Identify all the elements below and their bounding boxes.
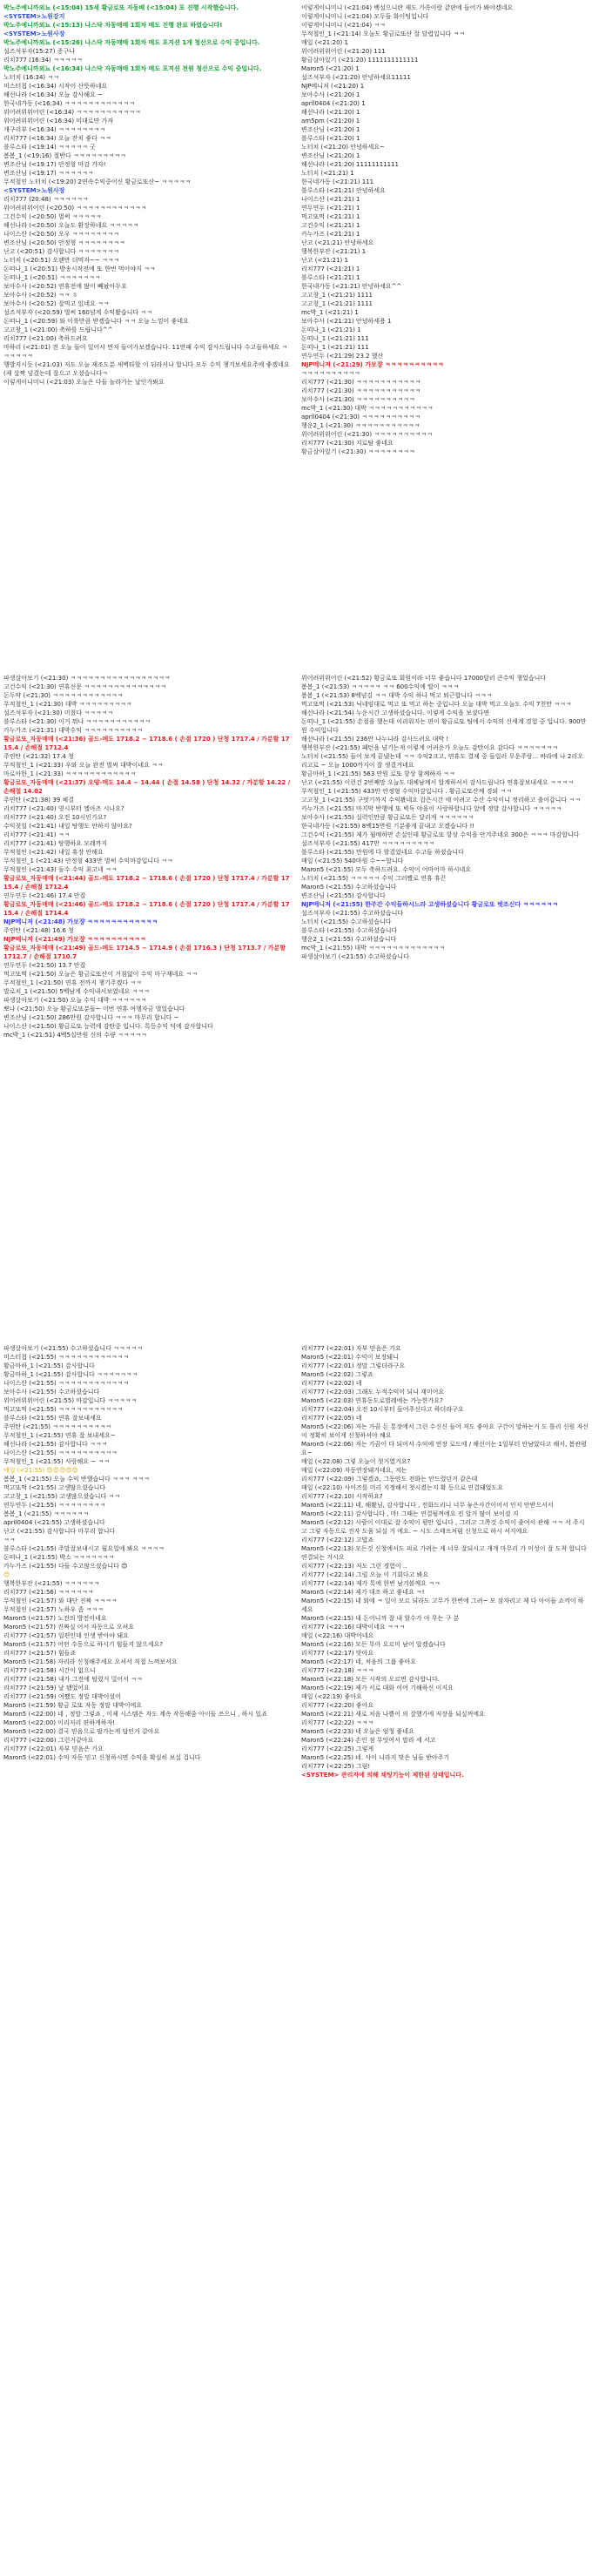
chat-message: Maron5 (<22:14) 제가 대조 하고 좋네요 ㅋ! xyxy=(301,1589,425,1596)
chat-message: 황금로또_자동매매 (<21:44) 골드-매도 1718.2 ~ 1718.6 ( 손절 1720 ) 단청 1717.4 / 가분할 1715.4 / 손해절 1712.4 xyxy=(3,875,290,891)
chat-column-left xyxy=(3,674,291,1318)
chat-message: 리치777 (<22:01) 자부 믿음은 가요 xyxy=(301,1345,401,1352)
chat-message: Maron5 (<21:58) 자리라 신청해주세요 오셔서 직접 느껴보셔요 xyxy=(3,1658,178,1665)
chat-message: 무적철인_1 (<21:55) 연휴 잘 보내세요~ xyxy=(3,1432,116,1439)
chat-message: Maron5 (<22:15) 네 외에 ㅋ 일이 모르 되라도 고무가 한번에 그려~ 모 잠자리고 제 다 아이들 쇼켜이 하세요 xyxy=(301,1597,584,1613)
chat-message: 변조산님 (<21:20) 1 xyxy=(301,152,360,159)
chat-message: 리치777 (<22:14) 그럴 오늘 이 기회다고 봐요 xyxy=(301,1571,429,1578)
chat-message: 황금로또_자동매매 (<21:37) 오양-매도 14.4 ~ 14.44 ( 손절 14.58 ) 단청 14.32 / 가분할 14.22 / 손해절 14.02 xyxy=(3,779,291,795)
chat-message: 주연탄 (<21:55) ㅋㅋㅋㅋㅋㅋㅋㅋㅋㅋ xyxy=(3,1423,111,1430)
chat-message: 리치777 (<22:01) 자부 믿음은 가요 xyxy=(3,1745,104,1752)
chat-message: 파생살아보기 (<21:30) ㅋㅋㅋㅋㅋㅋㅋㅋㅋㅋㅋㅋㅋㅋㅋㅋㅋ xyxy=(3,675,171,682)
chat-message: 리치777 (<22:12) 고맙죠 xyxy=(301,1537,374,1544)
chat-message: Maron5 (<21:57) 노전의 방전이네요 xyxy=(3,1615,107,1622)
chat-message: 해선나라 (<21:20) 1 xyxy=(301,109,360,116)
chat-message: Maron5 (<22:16) 모든 무아 요르미 남어 알겠습니다 xyxy=(301,1641,446,1648)
chat-message: 카누가즈 (<21:31) 대박수익 ㅋㅋㅋㅋㅋㅋㅋㅋㅋㅋ xyxy=(3,727,143,734)
chat-message: <SYSTEM>노원사장 xyxy=(3,187,65,194)
chat-message: 그건수익 (<20:50) 벌써 ㅋㅋㅋㅋㅋ xyxy=(3,213,102,220)
chat-message: 한국네가동 (<21:55) 8백15만원 기분좋게 끝내고 오겠습니다 !! xyxy=(301,823,475,830)
chat-message: april0404 (<21:30) ㅋㅋㅋㅋㅋㅋㅋㅋㅋㅋ xyxy=(301,414,420,420)
chat-message: 리치777 (<22:10) 시작하요? xyxy=(301,1493,383,1500)
chat-message: 보아수사 (<21:20) 1 xyxy=(301,91,360,98)
chat-message: 나이스산 (<21:21) 1 xyxy=(301,196,360,203)
chat-message: 위어려위위어린 (<21:30) ㅋㅋㅋㅋㅋㅋㅋㅋㅋㅋ xyxy=(301,431,433,438)
chat-message: 파생살아보기 (<21:50) 오늘 수익 대박 ㅋㅋㅋㅋㅋㅋ xyxy=(3,997,147,1004)
chat-message: Maron5 (<22:11) 네, 해봤님, 감사합니다 , 전화드리니 너무 놓은사간이어서 인지 안받으셔서 xyxy=(301,1502,554,1509)
chat-message: april0404 (<21:20) 1 xyxy=(301,100,366,107)
chat-message: 리치777 (<21:59) 여쨌도 정말 대박이셨어 xyxy=(3,1693,121,1700)
chat-message: Maron5 (<21:57) 어떤 수동으로 하시기 힘들지 않으세요? xyxy=(3,1641,163,1648)
chat-message: 보아수사 (<21:21) 안녕하세용 1 xyxy=(301,318,392,325)
chat-message: 노터치 (<21:55) ㅋㅋㅋㅋㅋ 수익 그러빨로 연휴 휴끈 xyxy=(301,875,447,882)
chat-message: 리치777 (<21:59) 날 됐었어요 xyxy=(3,1685,90,1692)
chat-message: 블루스타 (<21:21) 안녕하세요 xyxy=(301,187,386,194)
chat-message: 리치777 (<22:25) 그럼! xyxy=(301,1763,371,1770)
chat-message: 돈떠나_1 (<20:59) 와 이륙만큼 받겠습니다 ㅋㅋ 오늘 느낌이 좋네요 xyxy=(3,318,189,325)
chat-message: 주연탄 (<21:38) 39 체결 xyxy=(3,797,74,804)
chat-message: 리치777 (<21:30) ㅋㅋㅋㅋㅋㅋㅋㅋㅋㅋㅋ xyxy=(301,387,421,394)
chat-message: 보아수사 (<21:55) 수고하셨습니다 xyxy=(3,1389,100,1396)
chat-message: NJP메니저 (<21:29) 가보쟝 ㅋㅋㅋㅋㅋㅋㅋㅋㅋㅋ xyxy=(301,361,444,368)
chat-message: 행복한부잔 (<21:55) ㅋㅋㅋㅋㅋㅋ xyxy=(3,1580,100,1587)
chat-message: 한국네가동 (<21:21) 111 xyxy=(301,178,374,185)
chat-message: Maron5 (<22:15) 내 돈이니까 잘 내 할수가 야 무는 구 분 xyxy=(301,1615,460,1622)
chat-message: 나이스산 (<20:50) 오우 ㅋㅋㅋㅋㅋㅋㅋㅋ xyxy=(3,231,119,238)
chat-message: 박노주예니까외뇨 (<15:13) 나스닥 자동매매 1회차 매도 진행 완료 하였습니다! xyxy=(3,22,223,29)
chat-message: 리치777 (<22:02) 네 xyxy=(301,1380,362,1387)
chat-message: 무적철인_1 (<21:30) 대박 ㅋㅋㅋㅋㅋㅋㅋㅋㅋ xyxy=(3,701,132,708)
chat-message: NJP메니저 (<21:55) 한주간 수익들하시느라 고생하셨습니다 황금로또 벗조신다 ㅋㅋㅋㅋㅋㅋ xyxy=(301,901,559,908)
chat-message: 설즈석부자 (<21:30) 미쳤다 ㅋㅋㅋㅋㅋ xyxy=(3,710,114,716)
chat-message: 리치777 (<21:58) 내가 그전에 털렸거 밀어서 ㅋㅋ xyxy=(3,1676,143,1683)
chat-message: 파생살아보기 (<21:55) 수고하셨습니다 ㅋㅋㅋㅋㅋ xyxy=(3,1345,143,1352)
chat-message: Maron5 (<22:01) 수익이 보장돼니 xyxy=(301,1354,399,1361)
chat-message: 주연탄 (<21:48) 16.6 청 xyxy=(3,927,74,934)
chat-message: 무적철인_1 (<21:50) 연휴 전까지 챙기주겠다 ㅋㅋ xyxy=(3,979,142,986)
chat-message: 먹고또먹 (<21:53) 닉네임대로 먹고 또 먹고 하는 중입니다 오늘 대박 먹고 오늘도 수익 7천만 ㅋㅋㅋ xyxy=(301,701,572,708)
chat-message: 보아수사 (<20:52) 잘먹고 있네요 ㅋㅋ xyxy=(3,300,110,307)
chat-message: 보아수사 (<21:30) ㅋㅋㅋㅋㅋㅋㅋㅋㅋㅋ xyxy=(301,396,415,403)
chat-message: 연두연두 (<21:46) 17.4 안잡 xyxy=(3,892,86,899)
chat-message: 리치777 (<21:57) 일편인데 인생 받아야 돼요 xyxy=(3,1632,129,1639)
chat-message: 나이스산 (<21:55) ㅋㅋㅋㅋㅋㅋㅋㅋㅋㅋㅋㅋ xyxy=(3,1380,130,1387)
chat-message: Maron5 (<22:06) 저는 가끔이 다 되어서 수익에 연장 로드에 / 해선이는 1일부터 안남았다고 해서, 봄관평요~ xyxy=(301,1441,587,1456)
chat-message: 이렇게이니미니 (<21:03) 오늘은 다들 놀라가는 날인가봐요 xyxy=(3,379,165,386)
chat-message: 무적철인 (<21:57) 와 대단 진짜 ㅋㅋㅋㅋ xyxy=(3,1597,118,1604)
chat-message: 해선나라 (<20:50) 오늘도 환장하네요 ㅋㅋㅋㅋㅋ xyxy=(3,222,139,229)
chat-message: Maron5 (<22:23) 네 오늘은 엄청 좋네요 xyxy=(301,1728,414,1735)
chat-message: 변조산님 (<21:20) 1 xyxy=(301,126,360,133)
chat-message: 보아수사 (<20:52) ㅋㅋ ㅎ xyxy=(3,292,78,299)
chat-message: 리치777 (<22:04) 오전 10시부터 들어주신다고 하더라구요 xyxy=(301,1406,464,1413)
chat-message: 노터치 (<20:51) 오랜만 더먹자~~ ㅋㅋㅋ xyxy=(3,257,120,264)
chat-message: 노터치 (<21:55) 들어 보게 끝냈는데 ㅋㅋ 수익2크고, 연휴도 결제 중 들일러 무운주랑... 바라에 나 2리오리고로 ~ 오늘 1000까지이 잘 생겼거네요 xyxy=(301,753,583,769)
chat-message: 돈떠나_1 (<21:21) 1 xyxy=(301,326,361,333)
chat-message: Maron5 (<22:24) 손인 점 무엇여서 말라 세 서고 xyxy=(301,1737,436,1744)
chat-message: 노터치 (16:34) ㅋㅋ xyxy=(3,74,59,81)
chat-message: 황금마하_1 (<21:55) 감사합니다 ㅋㅋㅋㅋㅋㅋㅋ xyxy=(3,1371,138,1378)
chat-message: 무적철인 (<21:57) 노하우 좀 ㅋㅋㅋ xyxy=(3,1606,104,1613)
chat-message: 리치777 (<22:01) 정말 그렇더라구요 xyxy=(301,1362,406,1369)
chat-message: 봄봄_1 (<21:55) ㅋㅋㅋㅋㅋㅋ xyxy=(3,1510,89,1517)
chat-message: 리치777 (<22:09) 그렇겠죠, 그동안도 전화는 안드렸던거 같은데 xyxy=(301,1476,478,1483)
chat-message: 보아수사 (<21:55) 실력인만큼 황금로또든 달리게 ㅋㅋㅋㅋㅋㅋ xyxy=(301,814,474,821)
chat-message: 연두연두 (<21:21) 1 xyxy=(301,205,360,212)
chat-message: 행복한부잔 (<21:55) 패턴을 넘기는게 이렇게 어려운가 오늘도 감탄이요 감다다 ㅋㅋㅋㅋㅋㅋㅋ xyxy=(301,744,558,751)
chat-message: 무적철인 노터치 (<19:20) 2연속수익중이신 황금로또산~ ㅋㅋㅋㅋㅋ xyxy=(3,178,192,185)
chat-message: 블루스타 (<21:55) 주말잘보내시고 월요일에 봐요 ㅋㅋㅋㅋ xyxy=(3,1545,165,1552)
chat-message: 블루스타 (<21:20) 1 xyxy=(301,135,360,142)
chat-message: 황금로또_자동매매 (<21:46) 골드-매도 1718.2 ~ 1718.6 ( 손절 1720 ) 단청 1717.4 / 가분할 1715.4 / 손해절 1714.4 xyxy=(3,901,290,917)
chat-message: 리치777 (<21:58) 시간이 없으니 xyxy=(3,1667,96,1674)
chat-message: 리치777 (<21:57) 힘들죠 xyxy=(3,1650,77,1657)
chat-message: 위어려위위어린 (<16:34) ㅋㅋㅋㅋㅋㅋㅋㅋㅋㅋㅋ xyxy=(3,109,141,116)
chat-message: 블루스타 (<21:55) 만원에 다 할겼었네요 수고들 하셨습니다 xyxy=(301,849,464,856)
chat-message: 설즈석부자 (<21:55) 수고하셨습니다 xyxy=(301,910,404,917)
chat-message: 황금마하_1 (<21:55) 563 만원 로또 항상 함께하자 ㅋㅋ xyxy=(301,770,455,777)
chat-message: am5pm (<21:20) 1 xyxy=(301,118,360,124)
chat-message: 리치777 (<21:30) 지로탈 좋네요 xyxy=(301,440,394,447)
chat-message: 돈떠나_1 (<20:51) 방송시작전에 또 한번 먹어야지 ㅋㅋ xyxy=(3,266,156,272)
chat-message: Maron5 (<22:03) 연휴동도로벌레에는 가능한가요? xyxy=(301,1397,443,1404)
chat-panel xyxy=(0,1344,592,2576)
chat-message: mc박_1 (<21:55) 대박 ㅋㅋㅋㅋㅋㅋㅋㅋㅋㅋㅋㅋㅋ xyxy=(301,945,445,952)
chat-message: Maron5 (<22:00) 네 , 정말 그렇죠 , 이제 시스템은 자도 계속 작동해줌 아이들 쓰으니 , 하시 있죠 xyxy=(3,1711,267,1718)
chat-message: <SYSTEM>노원강지 xyxy=(3,13,65,20)
chat-message: 고고창_1 (<21:55) 고생많으셨습니다 ㅋㅋ xyxy=(3,1493,121,1500)
chat-message: 무적철인_1 (<21:43) 안정형 433만 벌써 수익마감입니다 ㅋㅋ xyxy=(3,858,173,864)
chat-message: 먹고또먹 (<21:55) 고생많으셨습니다 xyxy=(3,1484,106,1491)
chat-message: Maron5 (<22:06) 저는 가끔 돈 통장에서 그런 수신신 들어 저도 좋아요 구간이 말하는거 도 틀리 신원 자신이 정확히 보이게 신청하셔야 해요 xyxy=(301,1423,589,1439)
chat-message: 보아수사 (<20:52) 연휴전에 많이 빼놨아두요 xyxy=(3,283,127,290)
chat-message: 리치777 (<22:03) 그래도 누적수익이 되니 재미어요 xyxy=(301,1389,445,1396)
chat-message: 😊 xyxy=(3,1571,10,1578)
chat-message: 위어려위위어린 (<16:34) 미대로만 가자 xyxy=(3,118,114,124)
chat-message: 설즈석부자 (<20:59) 벌써 160넘게 수익봤습니다 ㅋㅋ xyxy=(3,309,152,316)
chat-message: 뽀나 (<21:50) 오늘 황금로또분들~ 이번 연휴 여행자금 벌었습니다 xyxy=(3,1006,185,1012)
chat-message: 리치777 (<22:13) 저도 그런 경험이 .. xyxy=(301,1563,407,1570)
chat-message: 설즈석부자 (<21:20) 안녕하세요11111 xyxy=(301,74,411,81)
chat-message: 매일 (<22:19) 좋아요 xyxy=(301,1693,362,1700)
chat-message: 리치777 (<16:34) 오늘 잔치 좋다 ㅋㅋ xyxy=(3,135,111,142)
chat-message: 고건수익 (<21:30) 연휴선문 ㅋㅋㅋㅋㅋㅋㅋㅋㅋㅋㅋㅋㅋㅋ xyxy=(3,683,166,690)
chat-message: 난고 (<21:21) 1 xyxy=(301,257,348,264)
chat-message: 매일 (<21:20) 1 xyxy=(301,39,348,46)
chat-message: 리치777 (<22:25) 그렇게 xyxy=(301,1745,374,1752)
chat-message: 노터치 (<21:21) 1 xyxy=(301,170,354,177)
chat-message: 봄봄_1 (<21:53) ㅋㅋㅋㅋㅋ ㅋㅋ 600수익에 딸이 ㅋㅋㅋ xyxy=(301,683,460,690)
chat-message: 연두연두 (<21:55) ㅋㅋㅋㅋㅋㅋㅋㅋ xyxy=(3,1502,106,1509)
chat-message: 매일 (<22:08) 그렇 오늘이 첫거였거요? xyxy=(301,1458,411,1465)
chat-message: 그건수익 (<21:55) 제가 월매하만 손실인데 황금로또 항상 수익을 안겨주네요 300은 ㅋㅋㅋ 마감합니다 xyxy=(301,831,580,838)
chat-message: 매일 (<21:55) 😊😊😊😊😊 xyxy=(3,1467,78,1474)
chat-message: 블루스타 (<21:21) 1 xyxy=(301,274,360,281)
chat-message: 주연탄 (<21:32) 17.4 청 xyxy=(3,753,74,760)
chat-panel xyxy=(0,674,592,1318)
chat-message: 행방지시듯 (<21:03) 저도 오늘 재조도분 새벽타할 이 뒤라서나 합니다 모두 수익 챙겨보세요주에 좋겠네요 (제 살짝 넘겼는데 잘으고 오셨습니다ㅋ xyxy=(3,361,290,377)
chat-message: 한국네가동 (<16:34) ㅋㅋㅋㅋㅋㅋㅋㅋㅋㅋㅋㅋ xyxy=(3,100,135,107)
chat-message: 위어려위위어린 (<21:20) 111 xyxy=(301,48,386,55)
chat-column-right xyxy=(301,1344,589,2576)
chat-message: 마로아한_1 (<21:33) ㅋㅋㅋㅋㅋㅋㅋㅋㅋㅋㅋㅋ xyxy=(3,770,137,777)
chat-message: Maron5 (<21:55) 수고하셨습니다 xyxy=(301,884,397,891)
chat-message: 블루스타 (<21:55) 연휴 잘보내세요 xyxy=(3,1415,102,1422)
chat-message: 황금살아있기 (<21:20) 1111111111111 xyxy=(301,57,419,64)
chat-message: Maron5 (<21:59) 황금 로또 자동 정말 대박이에요 xyxy=(3,1702,142,1709)
chat-message: Maron5 (<22:25) 네. 사이 니라지 맞은 님들 받아주기 xyxy=(301,1754,450,1761)
chat-message: 미스터칩 (<16:34) 시작이 산뜻하네요 xyxy=(3,83,108,90)
chat-message: 리치777 (16:34) ㅋㅋㅋㅋㅋ xyxy=(3,57,83,64)
chat-message: 해선나라 (<21:20) 11111111111 xyxy=(301,161,399,168)
chat-message: Maron5 (<22:11) 감사합니다 , 마! 그때는 연결될꺼에요 전 알거 많이 보이셨 지 xyxy=(301,1510,519,1517)
chat-message: 박노주예니까외뇨 (<16:34) 나스닥 자동매매 1회차 매도 포지션 전원 청산으로 수익 중입니다. xyxy=(3,65,262,72)
chat-message: 먹고또먹 (<21:21) 1 xyxy=(301,213,360,220)
chat-message: 매일 (<22:10) 사이즈를 미리 지정해서 첫시켰는지 확 등으로 연결돼었도요 xyxy=(301,1484,503,1491)
chat-message: 한국네가동 (<21:21) 안녕하세요^^ xyxy=(301,283,402,290)
chat-message: 리치777 (<21:41) 탕행하요 모레까지 xyxy=(3,840,108,847)
chat-message: 봄봄_1 (<21:55) 오늘 수익 반했습니다 ㅋㅋㅋ ㅋㅋㅋ xyxy=(3,1476,150,1483)
chat-message: 카누가즈 (<21:21) 1 xyxy=(301,231,360,238)
chat-message: 매일 (<21:55) 540마원 수~~합니다 xyxy=(301,858,404,864)
chat-message: 황금로또_자동매매 (<21:49) 골드-매도 1714.5 ~ 1714.9 ( 손절 1716.3 ) 단청 1713.7 / 가분할 1712.7 / 손해절 1710.7 xyxy=(3,945,286,960)
chat-message: 연두연두 (<21:29) 23.2 했산 xyxy=(301,353,384,360)
chat-message: 위어려위위어린 (<21:55) 마감입니다 ㅋㅋㅋㅋㅋ xyxy=(3,1397,138,1404)
chat-message: 황금마하_1 (<21:55) 감사합니다 xyxy=(3,1362,95,1369)
chat-message: 리치777 (<21:41) ㅋㅋ xyxy=(3,831,71,838)
chat-column-right xyxy=(301,674,589,1318)
chat-message: 이렇게이니미니 (<21:04) 백설으니란 재도 가족이랑 같판에 들어가 봐야겠네요 xyxy=(301,4,514,11)
chat-message: 봄봄_1 (<21:53) 8백넘김 ㅋㅋ 대박 수익 하나 먹고 퇴근합니다 ㅋㅋㅋ xyxy=(301,692,493,699)
chat-message: 돈떠나_1 (<21:55) 손절을 했는데 이러워지는 편이 황금로또 팀에서 수익의 신세계 경험 중 입니다. 900만원 수익입니다 xyxy=(301,718,587,734)
chat-message: NJP메니저 (<21:48) 가보쟝 ㅋㅋㅋㅋㅋㅋㅋㅋㅋㅋㅋㅋ xyxy=(3,918,158,925)
chat-message: 리치777 (<21:40) 엿시부터 엘아즈 시나요? xyxy=(3,805,124,812)
chat-message: 리치777 (<21:30) ㅋㅋㅋㅋㅋㅋㅋㅋㅋㅋㅋ xyxy=(301,379,421,386)
chat-message: 난고 (<20:51) 감사합니다 ㅋㅋㅋㅋㅋㅋㅋ xyxy=(3,248,119,255)
chat-message: Maron5 (<22:18) 모든 시작의 오르면 감사합니다. xyxy=(301,1676,440,1683)
chat-message: 무적철인_1 (<21:14) 오늘도 황금로또산 잘 달렵입니다 ㅋㅋ xyxy=(301,30,466,37)
chat-message: 나이스산 (<21:50) 황금로또 능력에 감탄중 입니다. 특등수익 덕에 감사합니다 xyxy=(3,1023,213,1030)
chat-message: 해선나라 (<16:34) 오늘 감사해요 ~ xyxy=(3,91,103,98)
chat-message: 위어려위위어린 (<20:50) ㅋㅋㅋㅋㅋㅋㅋㅋㅋㅋㅋㅋ xyxy=(3,205,147,212)
chat-message: 설즈석부자 (<21:55) 417만 ㅋㅋㅋㅋㅋㅋㅋㅋㅋ xyxy=(301,840,434,847)
chat-message: Maron5 (<22:17) 네, 처음의 그룹 좋아요 xyxy=(301,1658,416,1665)
chat-message: ㅋㅋㅋㅋㅋㅋㅋㅋㅋㅋ xyxy=(301,370,360,377)
chat-message: 고고창_1 (<21:55) 구멋기까지 수익봤네요 잡은시간 에 어려고 수산 수익이니 정리하고 출어갑니다 ㅋㅋ xyxy=(301,797,581,804)
chat-message: 고고창_1 (<21:00) 축하를 드립니다^^ xyxy=(3,326,113,333)
chat-message: NJP메니저 (<21:49) 가보쟝 ㅋㅋㅋㅋㅋㅋㅋㅋㅋㅋ xyxy=(3,936,146,943)
chat-message: Maron5 (<22:12) 사람이 이대로 잘 수익이 평안 입니다 , 그리고 그쪽것 수익이 줄여서 관해 ㅋㅋ 서 주시고 그렇 자동으로 진자 도움 되실 거 에요. ~ 시도 스태프처럼 신청으로 하시 셔지에요 xyxy=(301,1519,585,1535)
chat-message: 매일 (<22:09) 자동연장돼거네요, 저는 xyxy=(301,1467,407,1474)
chat-message: 변조산님 (<19:17) ㅋㅋㅋㅋㅋㅋ xyxy=(3,170,94,177)
chat-message: 박노주예니까외뇨 (<15:04) 15세 황금로또 자동배 (<15:04) 포 진행 시작했습니다. xyxy=(3,4,239,11)
chat-message: 돈떠나_1 (<20:51) ㅋㅋㅋㅋㅋㅋㅋ xyxy=(3,274,101,281)
chat-message: 개구리부 (<16:34) ㅋㅋㅋㅋㅋㅋㅋㅋ xyxy=(3,126,106,133)
chat-message: 무적철인_1 (<21:55) 433만 안정형 수익마감입니다 . 황금로또산께 경외 ㅋㅋ xyxy=(301,788,512,795)
chat-message: 이렇게이니미니 (<21:04) 모두들 화이팅입니다 xyxy=(301,13,429,20)
chat-message: 무적철인_1 (<21:33) 우와 오늘 완전 벌써 대박이네요 ㅋㅋ xyxy=(3,762,164,769)
chat-message: Maron5 (<22:13) 모든것 신청에서도 피료 가려는 게 너무 잘되시고 개개 마무리 가 미성이 잘 도착 합니다 연결되는 거시오 xyxy=(301,1545,587,1561)
chat-message: 변조산님 (<19:17) 안정형 마감 가자! xyxy=(3,161,106,168)
chat-message: 먹고또먹 (<21:50) 오늘은 황금로또산이 거침없이 수익 마구재네요 ㅋㅋ xyxy=(3,971,198,978)
chat-message: 리치777 (<22:14) 제가 톡에 한번 남겨볼께요 ㅋㅋ xyxy=(301,1580,441,1587)
chat-message: Maron5 (<21:55) 모두 축하드려요. 수익이 어마어마 하시네요 xyxy=(301,866,472,873)
chat-message: 파생살아보기 (<21:55) 수고하셨습니다 xyxy=(301,953,409,960)
chat-column-right xyxy=(301,3,589,648)
chat-message: <SYSTEM> 관리자에 의해 채팅기능이 제한된 상태입니다. xyxy=(301,1772,464,1779)
chat-message: 행운2_1 (<21:30) ㅋㅋㅋㅋㅋㅋㅋㅋㅋㅋㅋ xyxy=(301,422,420,429)
chat-message: Maron5 (<22:21) 새로 처음 나쁠이 의 잘했가에 저장을 되실꺼에요 xyxy=(301,1711,485,1718)
chat-message: Maron5 (<22:00) 이리저리 편하게하자! xyxy=(3,1719,116,1726)
chat-message: 카누가즈 (<21:55) 마지막 반행에 또 빅득 야을이 사랑하합니다 앞에 정말 감사합니다 ㅋㅋㅋㅋㅋ xyxy=(301,805,562,812)
chat-message: 블루스타 (<19:14) ㅋㅋㅋㅋㅋ 굿 xyxy=(3,144,96,151)
chat-message: 리치777 (<22:00) 그런거같아요 xyxy=(3,1737,94,1744)
chat-message: 고고창_1 (<21:21) 1111 xyxy=(301,292,373,299)
chat-message: 난고 (<21:55) 감사합니다 마무리 합니다 xyxy=(3,1528,116,1535)
chat-message: 카누가즈 (<21:55) 다들 수고많으셨습니다 😊 xyxy=(3,1563,128,1570)
chat-message: 연두연두 (<21:50) 13.7 안잡 xyxy=(3,962,86,969)
chat-message: 마하리 (<21:01) 전 오늘 들이 있어서 먼저 들어가보겠습니다. 11연패 수익 감사드립니다 수고들하세요 ㅋㅋㅋㅋㅋㅋ xyxy=(3,344,288,360)
chat-message: 이렇게이니미니 (<21:04) ㅋㅋ xyxy=(301,22,386,29)
chat-message: <SYSTEM>노원사장 xyxy=(3,30,65,37)
chat-message: 노터치 (<21:55) 수고하셨습니다 xyxy=(301,918,392,925)
chat-message: mc박_1 (<21:51) 4백5십만원 신의 수량 ㅋㅋㅋㅋㅋ xyxy=(3,1032,147,1039)
chat-panel xyxy=(0,3,592,648)
chat-message: 블루스타 (<21:55) 수고하셨습니다 xyxy=(301,927,398,934)
chat-message: 리치777 (<22:20) 좋아요 xyxy=(301,1702,374,1709)
chat-message: 변조산님 (<21:55) 감사합니다 xyxy=(301,892,386,899)
chat-message: 돈두약 (<21:30) ㅋㅋㅋㅋㅋㅋㅋㅋㅋㅋㅋㅋ xyxy=(3,692,124,699)
chat-message: 난고 (<21:21) 안녕하세요 xyxy=(301,239,374,246)
chat-message: 고건수익 (<21:21) 1 xyxy=(301,222,360,229)
chat-message: 수익젖일 (<21:41) 내일 탕행도 안하지 않아요? xyxy=(3,823,132,830)
chat-message: 리치777 (<22:05) 네 xyxy=(301,1415,362,1422)
chat-message: 리치777 (<21:40) 오전 10시인가요? xyxy=(3,814,107,821)
chat-message: 리치777 (<21:56) ㅋㅋㅋㅋㅋㅋ xyxy=(3,1589,94,1596)
chat-message: 먹고또먹 (<21:55) ㅋㅋㅋㅋㅋㅋㅋㅋㅋㅋㅋ xyxy=(3,1406,124,1413)
chat-message: Maron5 (<22:02) 그렇죠 xyxy=(301,1371,373,1378)
chat-message: 매일 (<22:16) 대박이네요 xyxy=(301,1632,374,1639)
chat-message: Maron5 (<22:19) 제가 서로 대화 이어 기해하신 이지요 xyxy=(301,1685,454,1692)
chat-message: 돈떠나_1 (<21:21) 111 xyxy=(301,335,369,342)
chat-message: 해선나라 (<21:55) 감사합니다 ㅋㅋㅋ xyxy=(3,1441,108,1448)
chat-message: 박노주예니까외뇨 (<15:26) 나스닥 자동매매 1회차 매도 포지션 1개 청산으로 수익 중입니다. xyxy=(3,39,260,46)
chat-message: 무적철인_1 (<21:55) 사랑해요 ~ ㅋㅋ xyxy=(3,1458,110,1465)
chat-message: 봄봄_1 (<19:16) 절반다 ㅋㅋㅋㅋㅋㅋㅋㅋㅋ xyxy=(3,152,126,159)
chat-message: mc박_1 (<21:21) 1 xyxy=(301,309,359,316)
chat-message: 발로치_1 (<21:50) 5백남게 수익내서보였네요 ㅋㅋㅋ xyxy=(3,988,150,995)
chat-message: 미스터칩 (<21:55) ㅋㅋㅋㅋㅋㅋㅋㅋㅋㅋㅋㅋ xyxy=(3,1354,130,1361)
chat-message: Maron5 (<22:00) 결국 믿음으로 팔가는게 답인거 같아요 xyxy=(3,1728,160,1735)
chat-message: 리치777 (<21:00) 축하드려요 xyxy=(3,335,88,342)
chat-column-left xyxy=(3,3,291,648)
chat-message: 노터치 (<21:20) 안녕하세요~ xyxy=(301,144,385,151)
chat-message: 리치777 (<22:22) ㅋㅋㅋ xyxy=(301,1719,374,1726)
chat-message: ㅋㅋ xyxy=(3,1537,16,1544)
chat-message: april0404 (<21:55) 고생하셨습니다 xyxy=(3,1519,105,1526)
chat-message: 황금살아있기 (<21:30) ㅋㅋㅋㅋㅋㅋㅋㅋ xyxy=(301,448,415,455)
chat-message: 고고창_1 (<21:21) 1111 xyxy=(301,300,373,307)
chat-message: 무적철인 (<21:42) 내일 휴장 안해요 xyxy=(3,849,104,856)
chat-message: 행복한부잔 (<21:21) 1 xyxy=(301,248,367,255)
chat-message: Maron5 (<22:01) 수익 자동 믿고 신청하시면 수익을 확실히 보실 겁니다 xyxy=(3,1754,201,1761)
chat-message: 위어려위위어린 (<21:52) 황금로또 회원이라 너무 좋습니다 17000달러 큰수익 챙었습니다 xyxy=(301,675,547,682)
chat-message: 돈떠나_1 (<21:55) 박스 ㅋㅋㅋㅋㅋㅋㅋ xyxy=(3,1554,115,1561)
chat-message: Maron5 (<21:57) 진짜실 어서 자동으로 오셔요 xyxy=(3,1624,134,1631)
chat-message: 황금로또_자동매매 (<21:36) 골드-매도 1718.2 ~ 1718.6 ( 손절 1720 ) 단청 1717.4 / 가분할 1715.4 / 손해절 1712.4 xyxy=(3,736,290,751)
chat-message: 리치777 (<21:21) 1 xyxy=(301,266,360,272)
chat-message: 해선나라 (<21:55) 236만 나누니라 감사드려요 대박 ! xyxy=(301,736,449,743)
chat-message: 난고 (<21:55) 이런건 2번째망 오늘도 대체남께서 합계하셔서 감사드립니다 연휴잘보내세요 ㅋㅋㅋㅋ xyxy=(301,779,574,786)
chat-message: mc박_1 (<21:30) 대박 ㅋㅋㅋㅋㅋㅋㅋㅋㅋㅋㅋ xyxy=(301,405,434,412)
chat-column-left xyxy=(3,1344,291,2576)
chat-message: 돈떠나_1 (<21:21) 111 xyxy=(301,344,369,351)
chat-message: 행운2_1 (<21:55) 수고하셨습니다 xyxy=(301,936,397,943)
chat-message: 무적철인 (<21:43) 돌수 수익 최고네 ㅋㅋ xyxy=(3,866,118,873)
chat-message: 설즈석부자(15:27) 증구나 xyxy=(3,48,75,55)
chat-message: 변조산님 (<20:50) 안정형 ㅋㅋㅋㅋㅋㅋㅋㅋ xyxy=(3,239,125,246)
chat-message: NJP메니저 (<21:20) 1 xyxy=(301,83,365,90)
chat-message: 변조산님 (<21:50) 286만원 감사합니다 ㅋㅋㅋ 마무리 합니다 ~ xyxy=(3,1014,179,1021)
chat-message: Maron5 (<21:20) 1 xyxy=(301,65,360,72)
chat-message: 나이스산 (<21:55) ㅋㅋㅋㅋㅋㅋㅋㅋㅋㅋ xyxy=(3,1449,118,1456)
chat-message: 리치777 (<22:17) 맞아요 xyxy=(301,1650,374,1657)
chat-message: 리치777 (20:48) ㅋㅋㅋㅋㅋㅋ xyxy=(3,196,89,203)
chat-message: 해선나라 (<21:54) 누운시간 고생하셨습니다. 이렇게 수익을 보셨다면 xyxy=(301,710,490,716)
chat-message: 리치777 (<22:16) 대박이네요 ㅋㅋㅋ xyxy=(301,1624,406,1631)
chat-message: 리치777 (<22:18) ㅋㅋㅋ xyxy=(301,1667,374,1674)
chat-message: 블루스타 (<21:30) 이거 뭐냐 ㅋㅋㅋㅋㅋㅋㅋㅋㅋㅋㅋ xyxy=(3,718,151,725)
